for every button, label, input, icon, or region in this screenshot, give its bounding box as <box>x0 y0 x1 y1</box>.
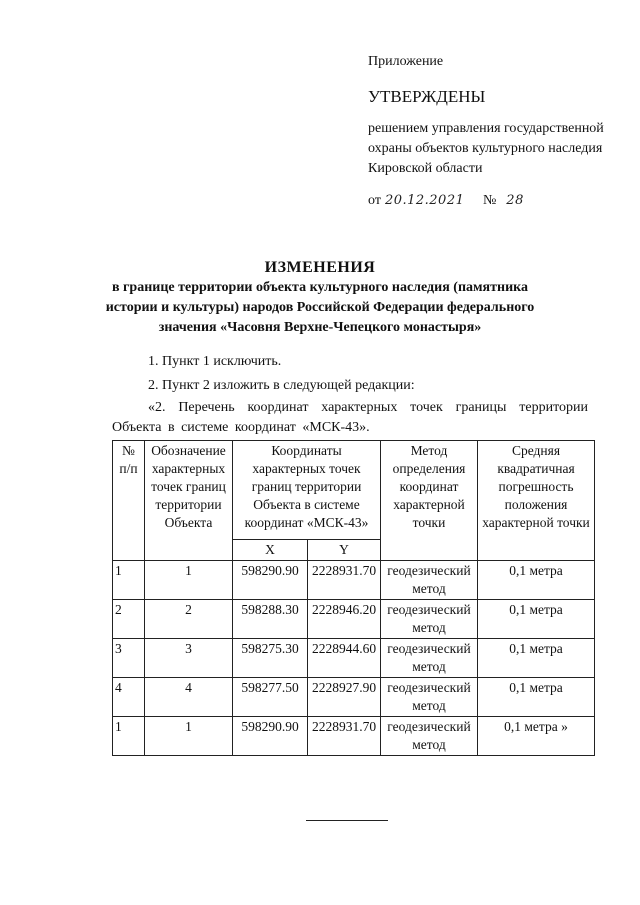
cell-x: 598275.30 <box>233 639 308 678</box>
date-number-line <box>368 191 618 211</box>
header-num: № п/п <box>113 441 145 561</box>
table-row <box>113 600 595 639</box>
header-coords: Координаты характерных точек границ территории Объекта в системе координат «МСК-43» <box>233 441 381 540</box>
cell-designation: 1 <box>145 717 233 756</box>
coordinates-table <box>112 440 595 756</box>
approval-block <box>368 52 618 211</box>
cell-y: 2228931.70 <box>308 717 381 756</box>
decree-text: решением управления государственной охраны объектов культурного наследия Кировской области <box>368 121 604 176</box>
paragraph-item-1: 1. Пункт 1 исключить. <box>148 354 282 369</box>
cell-designation: 1 <box>145 561 233 600</box>
cell-method: геодезический метод <box>381 600 478 639</box>
cell-method: геодезический метод <box>381 678 478 717</box>
approved-heading: УТВЕРЖДЕНЫ <box>368 87 486 106</box>
cell-num: 2 <box>113 600 145 639</box>
table-row <box>113 717 595 756</box>
cell-num: 1 <box>113 717 145 756</box>
closing-divider <box>306 820 388 821</box>
cell-designation: 3 <box>145 639 233 678</box>
cell-error: 0,1 метра <box>478 561 595 600</box>
cell-x: 598277.50 <box>233 678 308 717</box>
table-row <box>113 639 595 678</box>
cell-x: 598290.90 <box>233 561 308 600</box>
cell-error: 0,1 метра » <box>478 717 595 756</box>
cell-x: 598288.30 <box>233 600 308 639</box>
title-heading: ИЗМЕНЕНИЯ <box>264 259 376 276</box>
table-row <box>113 678 595 717</box>
paragraph-item-2: 2. Пункт 2 изложить в следующей редакции: <box>148 378 415 393</box>
document-title <box>100 258 540 338</box>
cell-num: 4 <box>113 678 145 717</box>
header-designation: Обозначение характерных точек границ территории Объекта <box>145 441 233 561</box>
cell-x: 598290.90 <box>233 717 308 756</box>
title-subheading: в границе территории объекта культурного наследия (памятника истории и культуры) народов Российской Федерации федерального значения «Часовня Верхне-Чепецкого монастыря» <box>105 280 535 335</box>
number-label: № <box>482 193 497 208</box>
cell-y: 2228944.60 <box>308 639 381 678</box>
table-header-row <box>113 441 595 540</box>
cell-method: геодезический метод <box>381 717 478 756</box>
cell-num: 3 <box>113 639 145 678</box>
appendix-label: Приложение <box>368 54 444 69</box>
table-row <box>113 561 595 600</box>
date-prefix: от <box>368 193 381 208</box>
cell-y: 2228931.70 <box>308 561 381 600</box>
header-error: Средняя квадратичная погрешность положения характерной точки <box>478 441 595 561</box>
cell-num: 1 <box>113 561 145 600</box>
cell-error: 0,1 метра <box>478 639 595 678</box>
cell-method: геодезический метод <box>381 561 478 600</box>
handwritten-number: 28 <box>506 193 524 208</box>
cell-error: 0,1 метра <box>478 678 595 717</box>
header-x: X <box>233 540 308 561</box>
cell-designation: 4 <box>145 678 233 717</box>
handwritten-date: 20.12.2021 <box>384 193 465 208</box>
cell-designation: 2 <box>145 600 233 639</box>
header-y: Y <box>308 540 381 561</box>
cell-method: геодезический метод <box>381 639 478 678</box>
cell-y: 2228927.90 <box>308 678 381 717</box>
paragraph-item-3: «2. Перечень координат характерных точек границы территории Объекта в системе координат «МСК-43». <box>112 400 588 435</box>
cell-error: 0,1 метра <box>478 600 595 639</box>
cell-y: 2228946.20 <box>308 600 381 639</box>
header-method: Метод определения координат характерной точки <box>381 441 478 561</box>
